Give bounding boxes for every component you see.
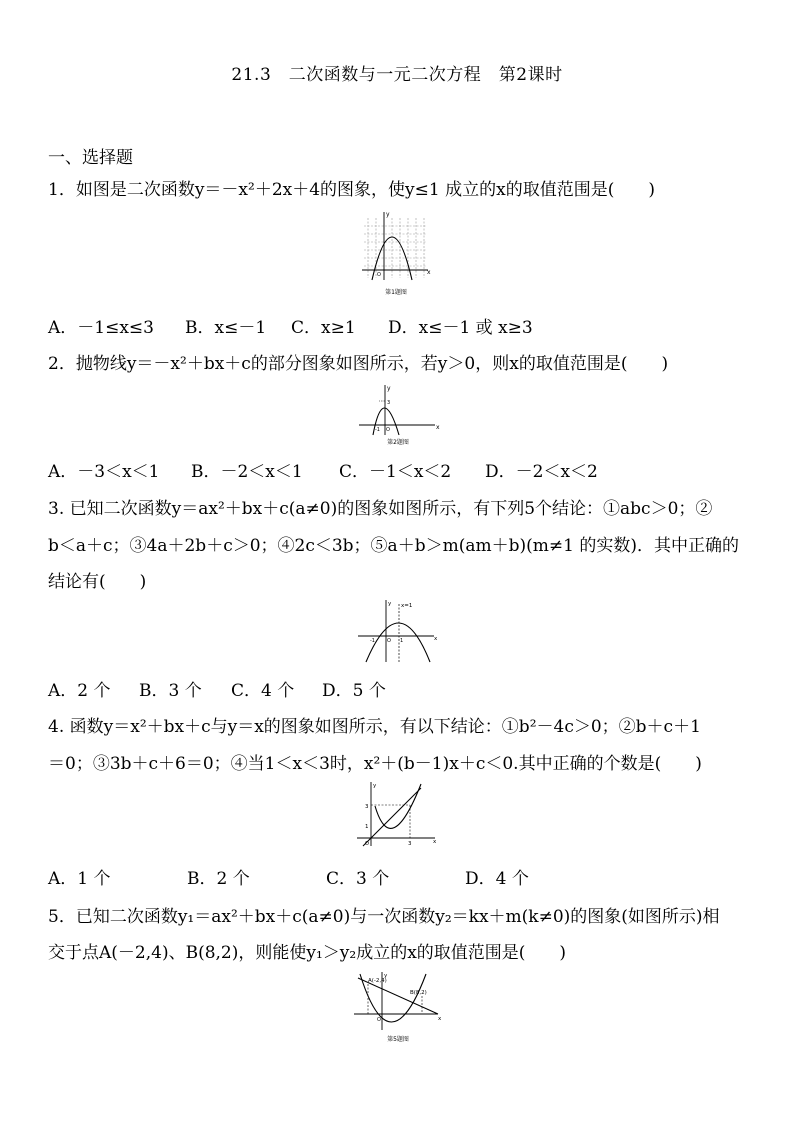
figure-4-y-label: y [373,783,377,789]
question-2-options [48,457,748,482]
figure-5-caption: 第5题图 [387,1036,409,1043]
q2-option-c[interactable]: C．－1＜x＜2 [339,462,452,482]
figure-4-label-3y: 3 [365,804,369,810]
q1-option-d[interactable]: D．x≤－1 或 x≥3 [388,318,533,338]
figure-3-y-label: y [388,601,392,607]
figure-4 [355,780,439,848]
section-heading: 一、选择题 [48,148,133,168]
q2-option-d[interactable]: D．－2＜x＜2 [485,462,598,482]
figure-2-caption: 第2题图 [387,439,409,446]
q1-option-c[interactable]: C．x≥1 [291,318,356,338]
figure-1-origin-label: O [377,272,381,278]
figure-4-label-1y: 1 [365,824,369,830]
question-2-stem: 2．抛物线y＝－x²＋bx＋c的部分图象如图所示，若y＞0，则x的取值范围是( ) [48,354,669,374]
question-5-stem-line-1: 5．已知二次函数y₁＝ax²＋bx＋c(a≠0)与一次函数y₂＝kx＋m(k≠0)的图象(如图所示)相 [48,907,720,927]
figure-3-origin-label: O [387,638,391,644]
question-1-stem: 1．如图是二次函数y＝－x²＋2x＋4的图象，使y≤1 成立的x的取值范围是( ) [48,180,655,200]
figure-2-x-label: x [436,424,440,431]
page-title: 21.3 二次函数与一元二次方程 第2课时 [231,65,563,85]
question-3-stem-line-2: b＜a＋c；③4a＋2b＋c＞0；④2c＜3b；⑤a＋b＞m(am＋b)(m≠1 的实数)．其中正确的 [48,536,739,556]
figure-3-label-1: 1 [400,638,404,644]
figure-5 [350,970,446,1046]
figure-4-line [363,788,421,846]
figure-4-x-label: x [433,839,437,845]
figure-3-label-neg1: -1 [370,638,375,644]
figure-3-axis-label: x=1 [401,603,413,609]
figure-5-y-label: y [384,973,388,979]
figure-2-y-label: y [387,385,391,392]
figure-1-y-label: y [386,211,390,218]
figure-4-origin-label: O [365,841,369,847]
figure-4-label-3x: 3 [408,841,412,847]
figure-3 [356,598,438,664]
question-5-stem-line-2: 交于点A(－2,4)、B(8,2)，则能使y₁＞y₂成立的x的取值范围是( ) [48,943,567,963]
figure-3-x-label: x [434,636,438,642]
figure-4-parabola [375,784,421,828]
figure-5-origin-label: O [377,1017,381,1023]
q4-option-c[interactable]: C．3 个 [326,869,390,889]
figure-1-x-label: x [427,269,431,276]
question-4-stem-line-1: 4. 函数y＝x²＋bx＋c与y＝x的图象如图所示，有以下结论：①b²－4c＞0；②b＋c＋1 [48,717,701,737]
question-1-options [48,313,748,338]
figure-5-x-label: x [438,1016,442,1022]
q2-option-b[interactable]: B．－2＜x＜1 [191,462,303,482]
question-3-options [48,676,748,701]
figure-2-label-neg1: -1 [375,427,380,433]
q3-option-c[interactable]: C．4 个 [231,681,295,701]
figure-3-parabola [366,623,430,662]
figure-1 [360,208,432,300]
q2-option-a[interactable]: A．－3＜x＜1 [48,462,160,482]
question-4-stem-line-2: ＝0；③3b＋c＋6＝0；④当1＜x＜3时，x²＋(b－1)x＋c＜0.其中正确的个数是( ) [48,754,702,774]
figure-5-point-b: B(8,2) [410,990,427,996]
question-3-stem-line-1: 3. 已知二次函数y＝ax²＋bx＋c(a≠0)的图象如图所示，有下列5个结论：①abc＞0；② [48,499,713,519]
figure-2-label-3: 3 [387,400,391,406]
question-4-options [48,864,748,889]
figure-1-grid [364,218,426,278]
figure-5-point-a: A(-2,4) [368,978,387,984]
q4-option-d[interactable]: D．4 个 [465,869,529,889]
q1-option-b[interactable]: B．x≤－1 [185,318,267,338]
q3-option-a[interactable]: A．2 个 [48,681,111,701]
q3-option-d[interactable]: D．5 个 [322,681,386,701]
q4-option-b[interactable]: B．2 个 [187,869,250,889]
figure-2-origin-label: O [386,427,390,433]
question-3-stem-line-3: 结论有( ) [48,572,147,592]
figure-1-caption: 第1题图 [385,289,407,296]
q3-option-b[interactable]: B．3 个 [139,681,202,701]
q1-option-a[interactable]: A．－1≤x≤3 [48,318,154,338]
q4-option-a[interactable]: A．1 个 [48,869,111,889]
figure-2 [355,383,441,447]
